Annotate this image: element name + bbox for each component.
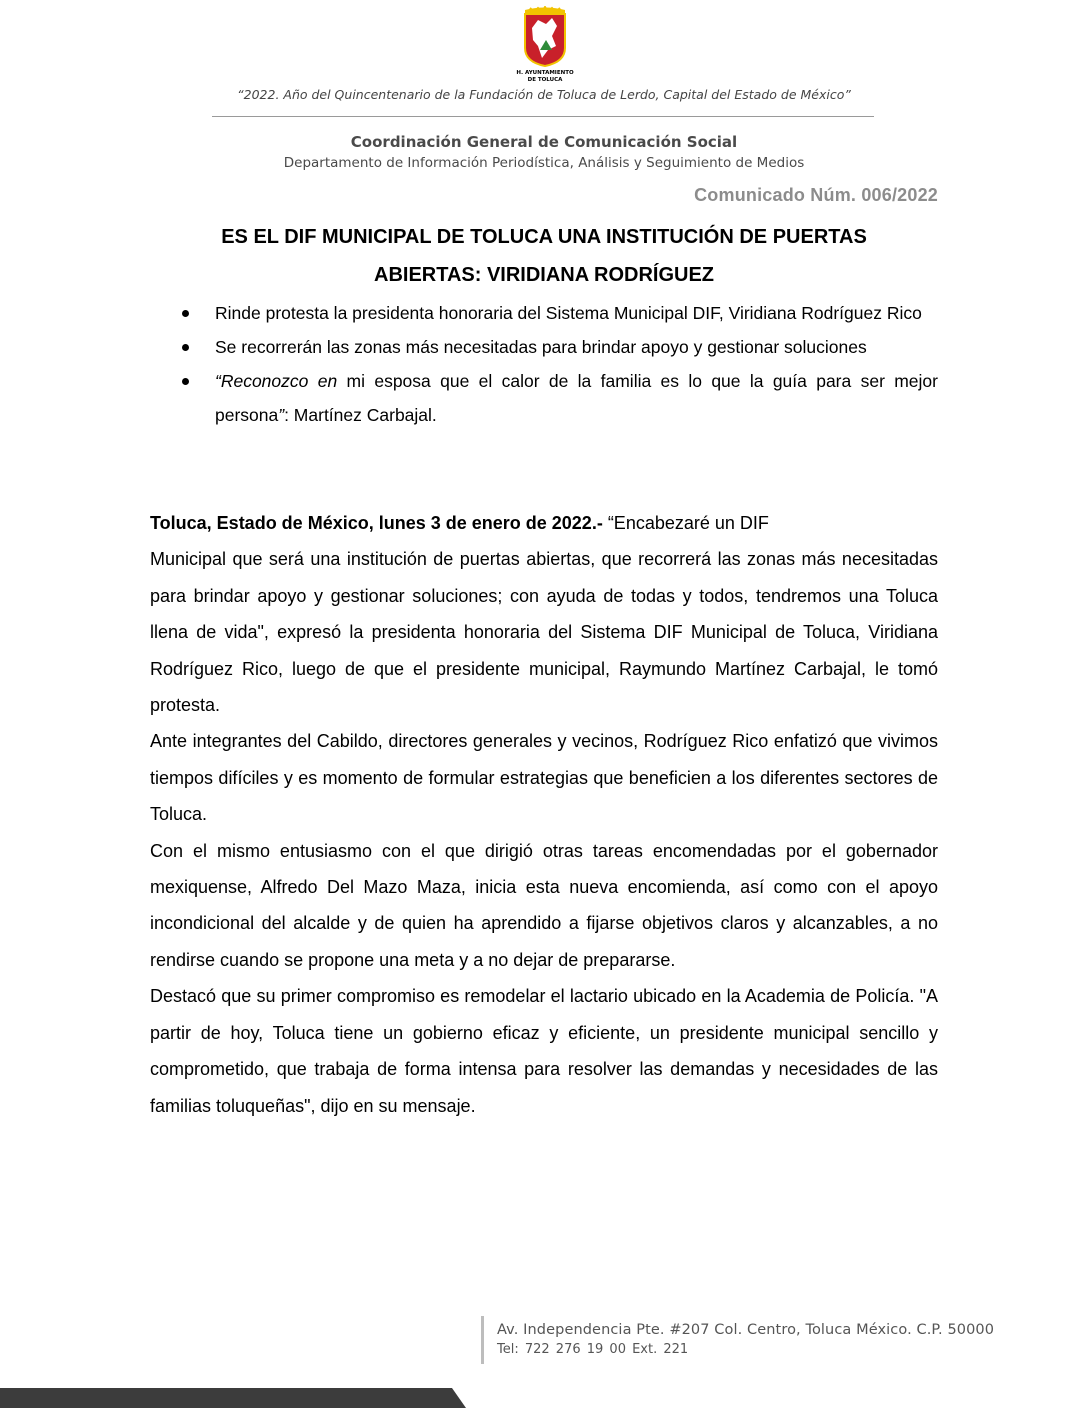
footer-address: Av. Independencia Pte. #207 Col. Centro, Toluca México. C.P. 50000	[497, 1322, 995, 1338]
quote-italic-end: ”	[278, 405, 285, 425]
summary-bullets	[150, 296, 938, 432]
department-subtitle: Departamento de Información Periodística, Análisis y Seguimiento de Medios	[283, 155, 805, 171]
footer-phone: Tel: 722 276 19 00 Ext. 221	[497, 1342, 689, 1357]
bullet-text: Rinde protesta la presidenta honoraria del Sistema Municipal DIF, Viridiana Rodríguez Rico	[215, 303, 922, 323]
bullet-dot-icon	[182, 378, 189, 385]
bullet-dot-icon	[182, 344, 189, 351]
bullet-text: mi esposa que el calor de la familia es lo que la guía para ser mejor persona	[215, 371, 938, 425]
year-motto: “2022. Año del Quincentenario de la Fundación de Toluca de Lerdo, Capital del Estado de México”	[237, 87, 851, 102]
footer-bar	[0, 1388, 1088, 1408]
bullet-item	[150, 364, 938, 432]
quote-italic-start: “Reconozco en	[215, 371, 338, 391]
paragraph-3: Con el mismo entusiasmo con el que dirigió otras tareas encomendadas por el gobernador mexiquense, Alfredo Del Mazo Maza, inicia esta nueva encomienda, así como con el apoyo incondicional del alcalde y de quien ha aprendido a fijarse objetivos claros y alcanzables, a no rendirse cuando se propone una meta y a no dejar de prepararse.	[150, 840, 938, 970]
header-divider	[212, 116, 874, 117]
paragraph-1: Municipal que será una institución de puertas abiertas, que recorrerá las zonas más necesitadas para brindar apoyo y gestionar soluciones; con ayuda de todas y todos, tendremos una Toluca llena de vida", expresó la presidenta honoraria del Sistema DIF Municipal de Toluca, Viridiana Rodríguez Rico, luego de que el presidente municipal, Raymundo Martínez Carbajal, le tomó protesta.	[150, 549, 938, 716]
svg-text:DE TOLUCA: DE TOLUCA	[527, 77, 563, 83]
bullet-item	[150, 296, 938, 330]
headline-line-2: ABIERTAS: VIRIDIANA RODRÍGUEZ	[374, 264, 714, 286]
paragraph-4: Destacó que su primer compromiso es remodelar el lactario ubicado en la Academia de Policía. "A partir de hoy, Toluca tiene un gobierno eficaz y eficiente, un presidente municipal sencillo y comprometido, que trabaja de forma intensa para resolver las demandas y necesidades de las familias toluqueñas", dijo en su mensaje.	[150, 986, 938, 1116]
svg-text:H. AYUNTAMIENTO: H. AYUNTAMIENTO	[516, 70, 574, 76]
dateline: Toluca, Estado de México, lunes 3 de enero de 2022.-	[150, 513, 603, 533]
bullet-dot-icon	[182, 310, 189, 317]
toluca-coat-of-arms-logo	[500, 6, 590, 84]
department-name: Coordinación General de Comunicación Social	[350, 133, 738, 151]
bullet-text-tail: : Martínez Carbajal.	[284, 405, 437, 425]
article-body	[150, 505, 938, 1124]
footer-divider	[481, 1316, 484, 1364]
communique-number: Comunicado Núm. 006/2022	[694, 185, 938, 205]
headline	[150, 218, 938, 294]
paragraph-2: Ante integrantes del Cabildo, directores generales y vecinos, Rodríguez Rico enfatizó que vivimos tiempos difíciles y es momento de formular estrategias que beneficien a los diferentes sectores de Toluca.	[150, 731, 938, 825]
bullet-item	[150, 330, 938, 364]
bullet-text: Se recorrerán las zonas más necesitadas para brindar apoyo y gestionar soluciones	[215, 337, 867, 357]
lead-line	[150, 505, 938, 541]
headline-line-1: ES EL DIF MUNICIPAL DE TOLUCA UNA INSTITUCIÓN DE PUERTAS	[221, 226, 867, 248]
lead-line-text: “Encabezaré un DIF	[602, 513, 769, 533]
